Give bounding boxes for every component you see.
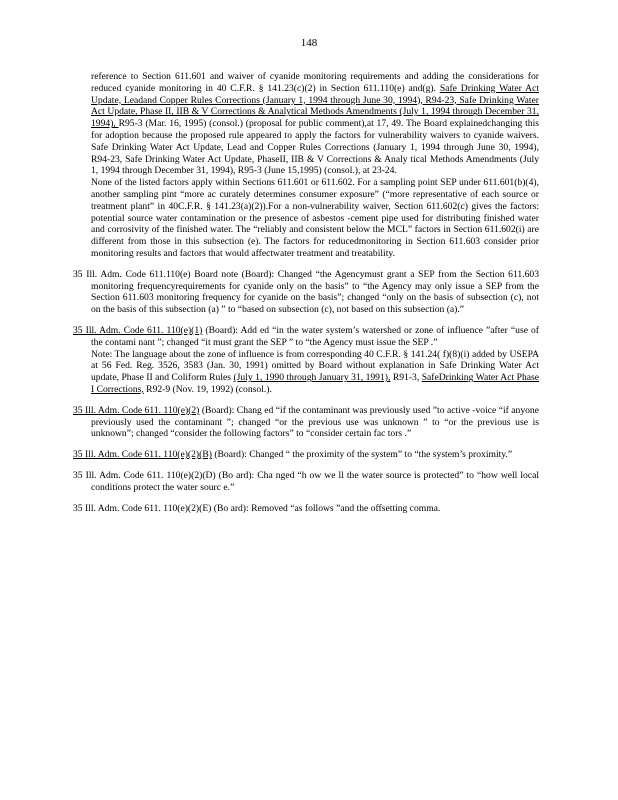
intro-text: R95-3 (Mar. 16, 1995) (consol.) (proposal for public comment),at 17, 49. The Board explainedchanging this for adoption because the proposed rule appeared to apply the factors for vulnerability waivers to cyanide waivers. Safe Drinking Water Act Update, Lead and Copper Rules Corrections (January 1, 1994 through June 30, 1994), R94-23, Safe Drinking Water Act Update, PhaseII, IIB & V Corrections & Analy tical Methods Amendments (July 1, 1994 through December 31, 1994), R95-3 (June 15,1995) (consol.), at 23-24. <box>91 118 539 177</box>
entry-text: (Bo ard): Removed “as follows ”and the offsetting comma. <box>211 502 441 514</box>
intro-text: reference to Section 611.601 and waiver of cyanide monitoring requirements and adding the considerations for reduced cyanide monitoring in 40 C.F.R. § 141.23(c)(2) in Section 611.110(e) and(g). <box>91 71 539 94</box>
intro-paragraph-1 <box>91 71 539 177</box>
intro-block <box>91 71 539 260</box>
entry-text: (Board): Add ed “in the water system’s watershed or zone of influence ”after “use of the contami nant ”; changed “it must grant the SEP ” to “the Agency must issue the SEP .” <box>91 324 539 348</box>
entry-code: 35 Ill. Adm. Code 611.110(e) <box>73 268 191 280</box>
entry-611-110-e-2-e <box>73 503 539 515</box>
entry-note: Note: The language about the zone of influence is from corresponding 40 C.F.R. § 141.24( f)(8)(i) added by USEPA at 56 Fed. Reg. 3526, 3583 (Jan. 30, 1991) omitted by Board without explanation in Safe Drinking Water Act update, Phase II and Coliform Rules (July 1, 1990 through January 31, 1991), R91-3, SafeDrinking Water Act Phase I Corrections, R92-9 (Nov. 19, 1992) (consol.). <box>91 348 540 395</box>
entry-611-110-e-1 <box>73 325 539 396</box>
page-number: 148 <box>300 37 318 49</box>
page-body <box>73 71 539 514</box>
entry-code: 35 Ill. Adm. Code 611. 110(e)(2) <box>73 404 200 416</box>
entry-code: 35 Ill. Adm. Code 611. 110(e)(1) <box>73 324 203 336</box>
entry-code: 35 Ill. Adm. Code 611. 110(e)(2)(B) <box>73 449 212 461</box>
entry-611-110-e <box>73 269 539 316</box>
entry-code: 35 Ill. Adm. Code 611. 110(e)(2)(E) <box>73 502 212 514</box>
entry-code: 35 Ill. Adm. Code 611. 110(e)(2)(D) <box>73 469 216 481</box>
entry-text: (Bo ard): Cha nged “h ow we ll the water source is protected” to “how well local conditions protect the water sourc e.” <box>91 469 539 493</box>
entry-text: (Board): Chang ed “if the contaminant was previously used ”to active -voice “if anyone previously used the contaminant ”; changed “or the previous use was unknown ” to “or the previous use is unknown”; changed “consider the following factors” to “consider certain fac tors .” <box>91 404 539 440</box>
entry-text: (Board): Changed “ the proximity of the system” to “the system’s proximity.” <box>211 449 513 461</box>
entry-611-110-e-2 <box>73 405 539 440</box>
entry-text: Board note (Board): Changed “the Agencymust grant a SEP from the Section 611.603 monitoring frequencyrequirements for cyanide only on the basis” to “the Agency may only issue a SEP from the Section 611.603 monitoring frequency for cyanide on the basis”; changed “only on the basis of subsection (c), not on the basis of this subsection (a) ” to “based on subsection (c), not based on this subsection (a).” <box>91 268 539 316</box>
intro-paragraph-2: None of the listed factors apply within Sections 611.601 or 611.602. For a sampling point SEP under 611.601(b)(4), another sampling pint “more ac curately determines consumer exposure” (“more representative of each source or treatment plant” in 40C.F.R. § 141.23(a)(2)).For a non-vulnerability waiver, Section 611.602(c) gives the factors: potential source water contamination or the presence of asbestos -cement pipe used for distributing finished water and corrosivity of the finished water. The “reliably and consistent below the MCL” factors in Section 611.602(i) are different from those in this subsection (e). The factors for reducedmonitoring in Section 611.603 consider prior monitoring results and factors that would affectwater treatment and treatability. <box>91 177 539 259</box>
entry-611-110-e-2-d <box>73 470 539 494</box>
underlined-citation: Safe Drinking Water Act Update, Leadand Copper Rules Corrections (January 1, 1994 through June 30, 1994), R94-23, Safe Drinking Water Act Update, Phase II, IIB & V Corrections & Analytical Methods Amendments (July 1, 1994 through December 31, 1994), <box>91 82 539 130</box>
entry-611-110-e-2-b <box>73 449 539 461</box>
